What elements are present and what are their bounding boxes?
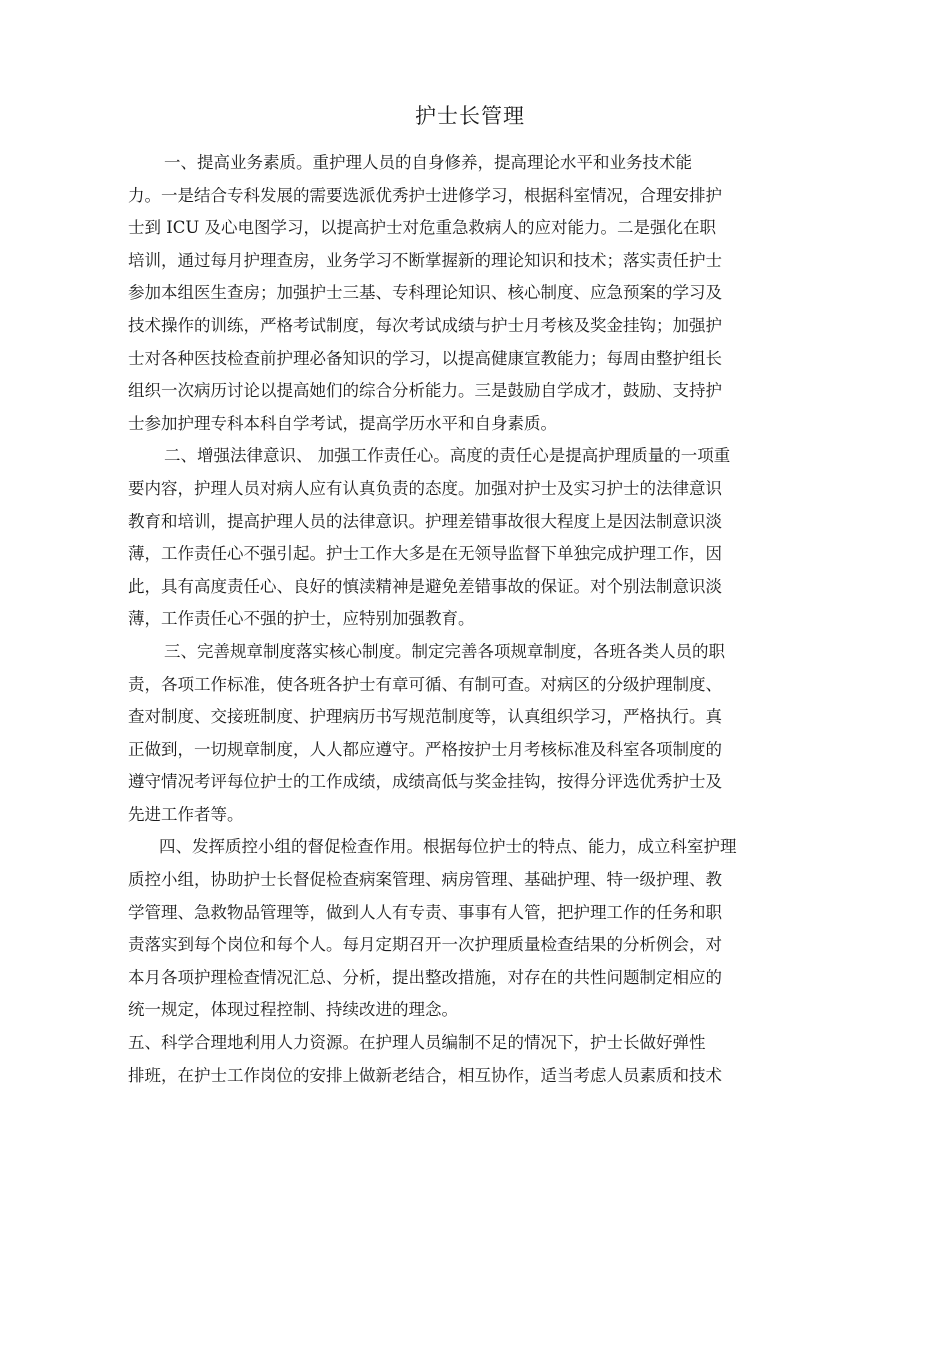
- paragraph-line: 技术操作的训练，严格考试制度，每次考试成绩与护士月考核及奖金挂钩；加强护: [128, 315, 722, 335]
- paragraph-line: 统一规定，体现过程控制、持续改进的理念。: [128, 1000, 458, 1020]
- paragraph-5: [128, 1027, 798, 1092]
- paragraph-line: 要内容，护理人员对病人应有认真负责的态度。加强对护士及实习护士的法律意识: [128, 478, 722, 498]
- paragraph-line: 力。一是结合专科发展的需要选派优秀护士进修学习，根据科室情况，合理安排护: [128, 185, 722, 205]
- paragraph-line: 遵守情况考评每位护士的工作成绩，成绩高低与奖金挂钩，按得分评选优秀护士及: [128, 772, 722, 792]
- paragraph-line: 一、提高业务素质。重护理人员的自身修养，提高理论水平和业务技术能: [164, 153, 692, 172]
- paragraph-line: 薄，工作责任心不强的护士，应特别加强教育。: [128, 609, 475, 629]
- paragraph-line: 质控小组，协助护士长督促检查病案管理、病房管理、基础护理、特一级护理、教: [128, 870, 722, 890]
- paragraph-line: 本月各项护理检查情况汇总、分析，提出整改措施，对存在的共性问题制定相应的: [128, 967, 722, 987]
- paragraph-line: 此，具有高度责任心、良好的慎渎精神是避免差错事故的保证。对个别法制意识淡: [128, 576, 722, 596]
- paragraph-1: [128, 147, 798, 440]
- paragraph-3: [128, 636, 798, 832]
- paragraph-line: 三、完善规章制度落实核心制度。制定完善各项规章制度，各班各类人员的职: [164, 641, 725, 661]
- paragraph-line: 士参加护理专科本科自学考试，提高学历水平和自身素质。: [128, 413, 557, 433]
- paragraph-line: 二、增强法律意识、 加强工作责任心。高度的责任心是提高护理质量的一项重: [164, 446, 731, 466]
- paragraph-line: 排班，在护士工作岗位的安排上做新老结合，相互协作，适当考虑人员素质和技术: [128, 1065, 722, 1085]
- paragraph-line: 四、发挥质控小组的督促检查作用。根据每位护士的特点、能力，成立科室护理: [159, 837, 737, 857]
- paragraph-line: 参加本组医生查房；加强护士三基、专科理论知识、核心制度、应急预案的学习及: [128, 283, 722, 303]
- paragraph-line: 士到 ICU 及心电图学习，以提高护士对危重急救病人的应对能力。二是强化在职: [128, 218, 717, 238]
- document-body: [128, 147, 798, 1092]
- paragraph-line: 正做到，一切规章制度，人人都应遵守。严格按护士月考核标准及科室各项制度的: [128, 739, 722, 759]
- paragraph-line: 责，各项工作标准，使各班各护士有章可循、有制可查。对病区的分级护理制度、: [128, 674, 722, 694]
- paragraph-line: 责落实到每个岗位和每个人。每月定期召开一次护理质量检查结果的分析例会，对: [128, 935, 722, 955]
- document-title: 护士长管理: [415, 104, 525, 128]
- paragraph-2: [128, 440, 798, 636]
- paragraph-line: 查对制度、交接班制度、护理病历书写规范制度等，认真组织学习，严格执行。真: [128, 707, 722, 727]
- paragraph-line: 五、科学合理地利用人力资源。在护理人员编制不足的情况下，护士长做好弹性: [128, 1033, 706, 1053]
- paragraph-line: 薄，工作责任心不强引起。护士工作大多是在无领导监督下单独完成护理工作，因: [128, 544, 722, 564]
- paragraph-line: 组织一次病历讨论以提高她们的综合分析能力。三是鼓励自学成才，鼓励、支持护: [128, 381, 722, 401]
- paragraph-line: 教育和培训，提高护理人员的法律意识。护理差错事故很大程度上是因法制意识淡: [128, 511, 722, 531]
- paragraph-line: 士对各种医技检查前护理必备知识的学习，以提高健康宣教能力；每周由整护组长: [128, 348, 722, 368]
- paragraph-line: 先进工作者等。: [128, 804, 244, 824]
- paragraph-4: [128, 831, 798, 1027]
- paragraph-line: 学管理、急救物品管理等，做到人人有专责、事事有人管，把护理工作的任务和职: [128, 902, 722, 922]
- paragraph-line: 培训，通过每月护理查房，业务学习不断掌握新的理论知识和技术；落实责任护士: [128, 250, 722, 270]
